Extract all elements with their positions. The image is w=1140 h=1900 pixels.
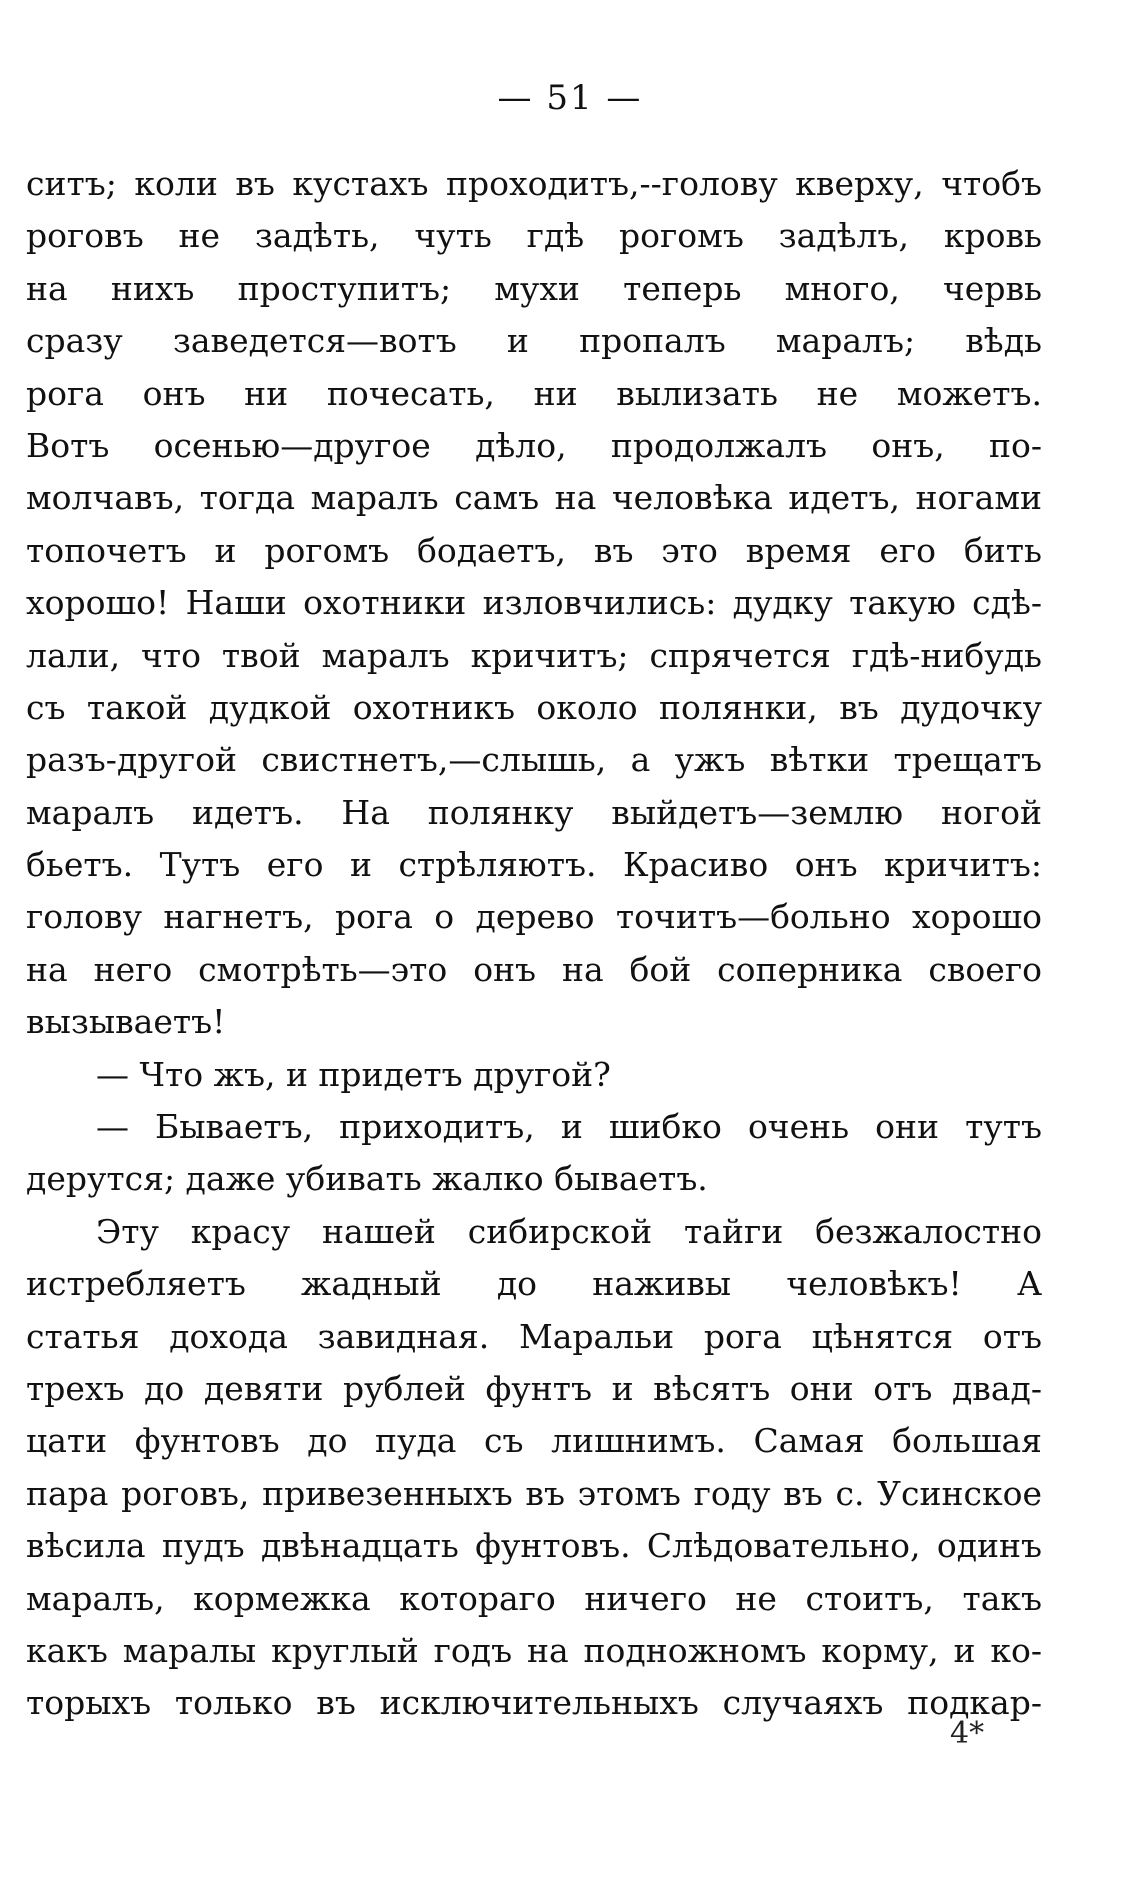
text-line: — Что жъ, и придетъ другой? (96, 1054, 611, 1094)
text-line: хорошо! Наши охотники изловчились: дудку такую сдѣ- (26, 583, 1042, 623)
text-line: Вотъ осенью—другое дѣло, продолжалъ онъ, по- (26, 425, 1042, 465)
text-line: трехъ до девяти рублей фунтъ и вѣсятъ они отъ двад- (26, 1368, 1042, 1408)
text-line: на нихъ проступитъ; мухи теперь много, червь (26, 268, 1042, 308)
text-line: — Бываетъ, приходитъ, и шибко очень они тутъ (96, 1107, 1042, 1147)
text-line: лали, что твой маралъ кричитъ; спрячется гдѣ-нибудь (26, 635, 1042, 675)
text-line: цати фунтовъ до пуда съ лишнимъ. Самая большая (26, 1421, 1042, 1461)
text-line: дерутся; даже убивать жалко бываетъ. (26, 1159, 708, 1199)
text-line: Эту красу нашей сибирской тайги безжалостно (96, 1211, 1042, 1251)
text-line: топочетъ и рогомъ бодаетъ, въ это время его бить (26, 530, 1042, 570)
text-line: рога онъ ни почесать, ни вылизать не можетъ. (26, 373, 1042, 413)
text-line: маралъ, кормежка котораго ничего не стоитъ, такъ (26, 1578, 1042, 1618)
text-line: сразу заведется—вотъ и пропалъ маралъ; вѣдь (26, 321, 1042, 361)
text-line: съ такой дудкой охотникъ около полянки, въ дудочку (26, 687, 1042, 727)
text-line: торыхъ только въ исключительныхъ случаяхъ подкар- (26, 1683, 1042, 1723)
text-line: истребляетъ жадный до наживы человѣкъ! А (26, 1264, 1042, 1304)
page-number: — 51 — (497, 78, 643, 118)
text-line: вызываетъ! (26, 1002, 226, 1042)
text-line: какъ маралы круглый годъ на подножномъ корму, и ко- (26, 1630, 1042, 1670)
text-line: молчавъ, тогда маралъ самъ на человѣка идетъ, ногами (26, 478, 1042, 518)
signature-mark: 4* (950, 1716, 985, 1751)
text-line: пара роговъ, привезенныхъ въ этомъ году въ с. Усинское (26, 1473, 1042, 1513)
text-line: маралъ идетъ. На полянку выйдетъ—землю ногой (26, 792, 1042, 832)
text-line: ситъ; коли въ кустахъ проходитъ,--голову кверху, чтобъ (26, 164, 1042, 203)
text-line: роговъ не задѣть, чуть гдѣ рогомъ задѣлъ, кровь (26, 216, 1042, 256)
text-line: статья дохода завидная. Маральи рога цѣнятся отъ (26, 1316, 1042, 1356)
text-line: голову нагнетъ, рога о дерево точитъ—больно хорошо (26, 897, 1042, 937)
text-line: вѣсила пудъ двѣнадцать фунтовъ. Слѣдовательно, одинъ (26, 1526, 1042, 1566)
body-text (26, 158, 1042, 1730)
text-line: разъ-другой свистнетъ,—слышь, а ужъ вѣтки трещатъ (26, 740, 1042, 780)
text-line: на него смотрѣть—это онъ на бой соперника своего (26, 949, 1042, 989)
text-line: бьетъ. Тутъ его и стрѣляютъ. Красиво онъ кричитъ: (26, 845, 1042, 885)
